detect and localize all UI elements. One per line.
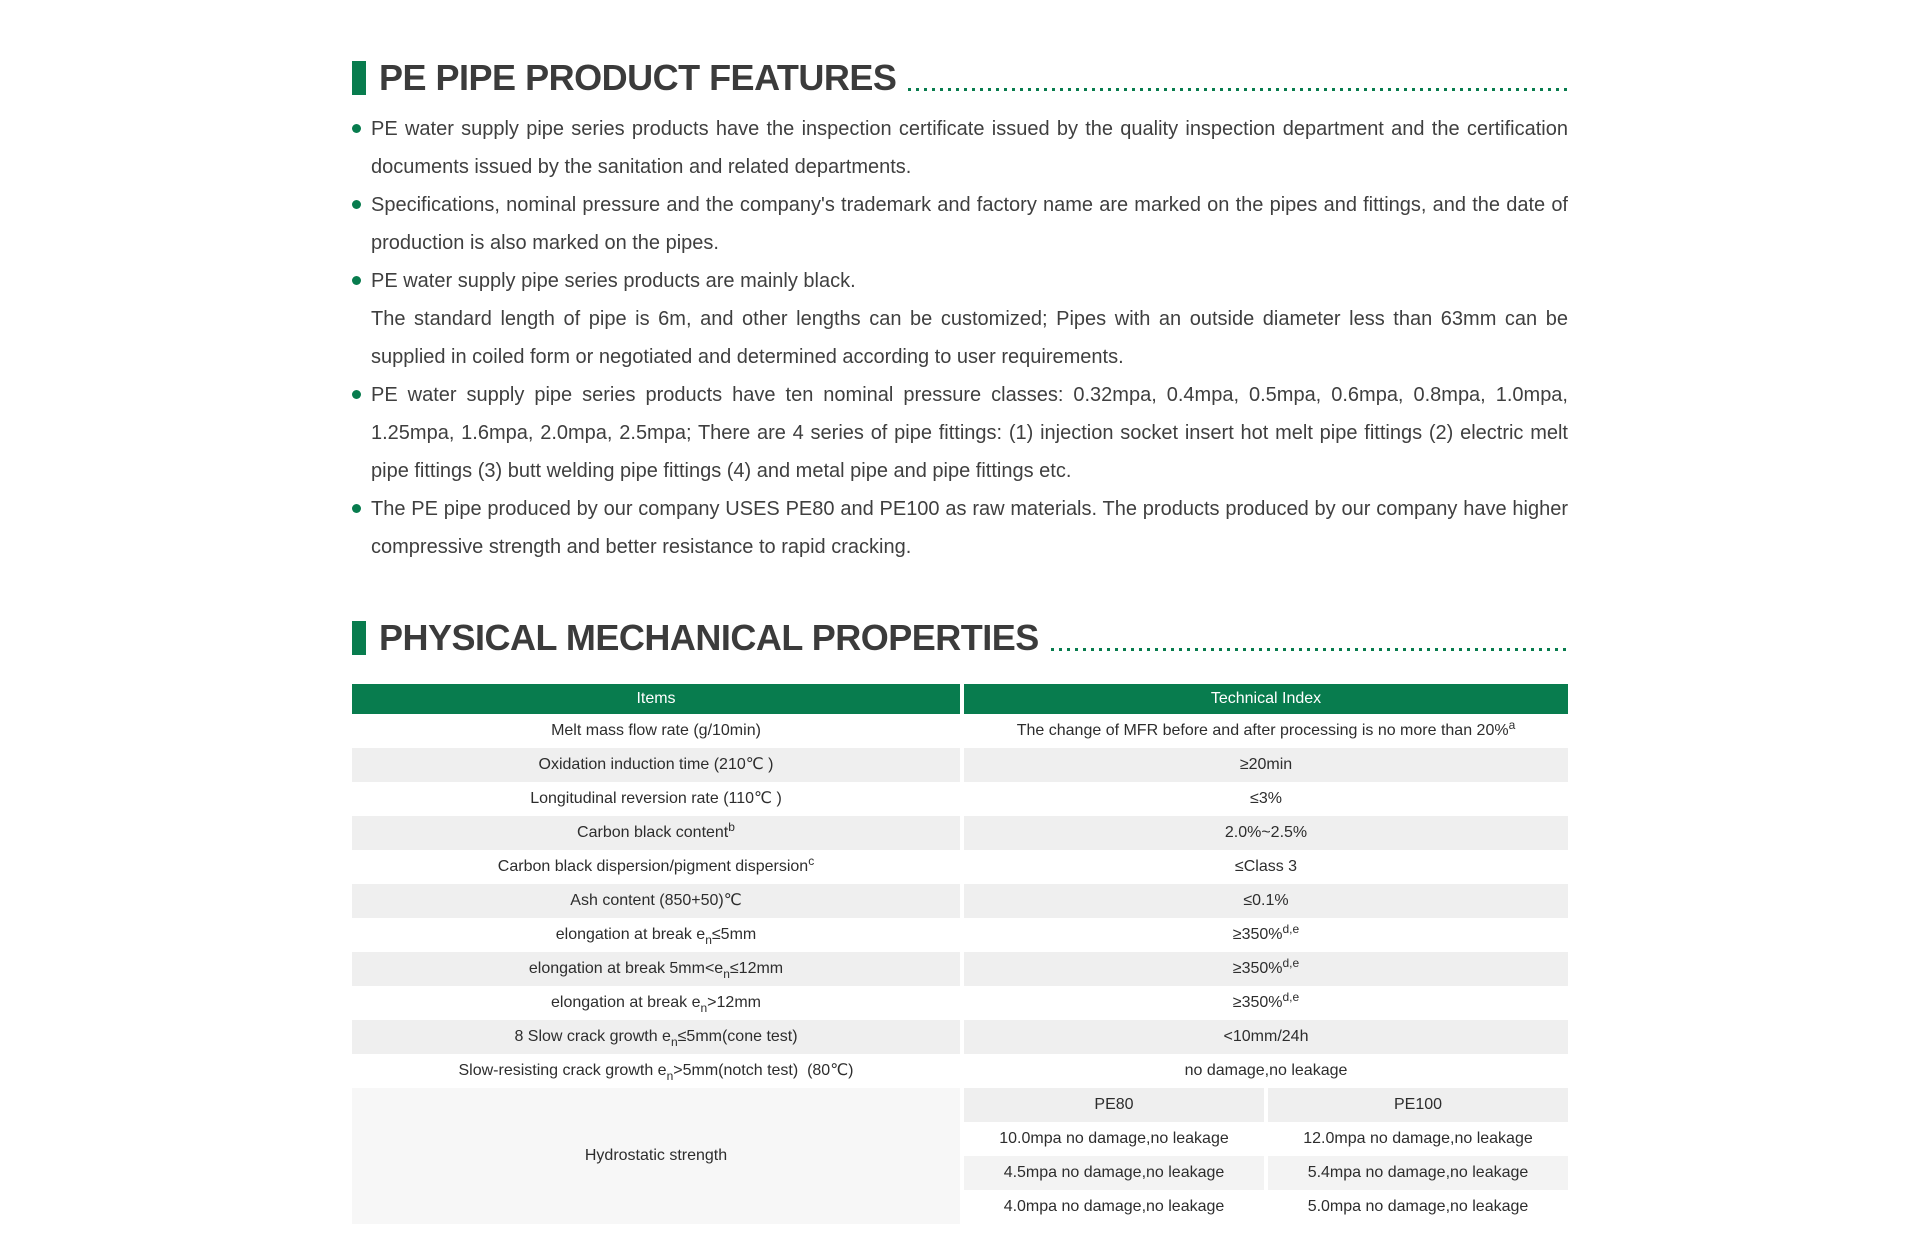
properties-table bbox=[352, 684, 1568, 1224]
pe100-value: 12.0mpa no damage,no leakage bbox=[1303, 1130, 1533, 1147]
section-title-features: PE PIPE PRODUCT FEATURES bbox=[379, 57, 897, 98]
subheader-pe80: PE80 bbox=[964, 1088, 1264, 1122]
index-cell: ≥350%$^{d,e}$ bbox=[1232, 990, 1300, 1011]
header-cell-items: Items bbox=[352, 684, 960, 714]
index-cell: ≤Class 3 bbox=[1234, 858, 1298, 875]
item-cell: Carbon black dispersion/pigment dispersion$^c$ bbox=[497, 854, 815, 875]
features-header bbox=[352, 56, 1568, 100]
index-cell: ≥350%$^{d,e}$ bbox=[1232, 922, 1300, 943]
feature-item bbox=[352, 110, 1568, 186]
item-cell: Melt mass flow rate (g/10min) bbox=[551, 722, 761, 739]
hydro-row bbox=[964, 1156, 1568, 1190]
feature-item bbox=[352, 186, 1568, 262]
green-bar-icon bbox=[352, 621, 366, 655]
hydro-row bbox=[964, 1122, 1568, 1156]
item-cell: Ash content (850+50)℃ bbox=[352, 884, 960, 918]
table-row bbox=[352, 714, 1568, 748]
pe100-value: 5.0mpa no damage,no leakage bbox=[1307, 1198, 1529, 1215]
features-section bbox=[352, 56, 1568, 566]
item-cell: 8 Slow crack growth $e_n\le 5mm(cone$ test) bbox=[352, 1020, 960, 1054]
hydro-subheader-row bbox=[964, 1088, 1568, 1122]
table-row bbox=[352, 748, 1568, 782]
feature-text: Specifications, nominal pressure and the company's trademark and factory name are marked on the pipes and fittings, and the date of production is also marked on the pipes. bbox=[371, 194, 1568, 254]
table-row bbox=[352, 1054, 1568, 1088]
index-cell: <10mm/24h bbox=[964, 1020, 1568, 1054]
section-title-properties: PHYSICAL MECHANICAL PROPERTIES bbox=[379, 617, 1039, 658]
item-cell: elongation at break $5mm<e_n\le 12mm$ bbox=[352, 952, 960, 986]
table-row bbox=[352, 952, 1568, 986]
table-row bbox=[352, 1020, 1568, 1054]
item-cell: Longitudinal reversion rate (110℃ ) bbox=[530, 790, 782, 807]
feature-item bbox=[352, 376, 1568, 490]
feature-list bbox=[352, 110, 1568, 566]
feature-item bbox=[352, 262, 1568, 376]
index-cell: ≤3% bbox=[1250, 790, 1282, 807]
green-bar-icon bbox=[352, 61, 366, 95]
item-cell: Carbon black content$^b$ bbox=[352, 816, 960, 850]
feature-item bbox=[352, 490, 1568, 566]
index-cell: The change of MFR before and after processing is no more than 20%$^a$ bbox=[1016, 718, 1516, 739]
item-cell: Oxidation induction time (210℃ ) bbox=[352, 748, 960, 782]
table-row bbox=[352, 782, 1568, 816]
dotted-rule bbox=[1051, 648, 1568, 651]
pe80-value: 4.5mpa no damage,no leakage bbox=[964, 1156, 1264, 1190]
hydrostatic-label-cell: Hydrostatic strength bbox=[352, 1088, 960, 1224]
item-cell: elongation at break $e_n>12mm$ bbox=[551, 994, 761, 1015]
index-cell: 2.0%~2.5% bbox=[964, 816, 1568, 850]
pe80-value: 10.0mpa no damage,no leakage bbox=[999, 1130, 1229, 1147]
index-cell: ≥20min bbox=[964, 748, 1568, 782]
table-row bbox=[352, 986, 1568, 1020]
index-cell: ≥350%$^{d,e}$ bbox=[964, 952, 1568, 986]
item-cell: Slow-resisting crack growth $e_n>5mm(notch$ test) (80℃) bbox=[458, 1062, 854, 1083]
index-cell: no damage,no leakage bbox=[1184, 1062, 1348, 1079]
feature-text: PE water supply pipe series products have the inspection certificate issued by the quality inspection department and the certification documents issued by the sanitation and related departments. bbox=[371, 118, 1568, 178]
feature-text: PE water supply pipe series products are mainly black. bbox=[371, 270, 856, 292]
dotted-rule bbox=[908, 88, 1568, 91]
table-row bbox=[352, 850, 1568, 884]
subheader-pe100: PE100 bbox=[1268, 1088, 1568, 1122]
item-cell: elongation at break $e_n\le 5mm$ bbox=[555, 926, 757, 947]
feature-text: The PE pipe produced by our company USES PE80 and PE100 as raw materials. The products produced by our company have higher compressive strength and better resistance to rapid cracking. bbox=[371, 498, 1568, 558]
properties-header bbox=[352, 616, 1568, 660]
table-row bbox=[352, 816, 1568, 850]
hydro-row bbox=[964, 1190, 1568, 1224]
pe100-value: 5.4mpa no damage,no leakage bbox=[1268, 1156, 1568, 1190]
pe80-value: 4.0mpa no damage,no leakage bbox=[1003, 1198, 1225, 1215]
table-header-row bbox=[352, 684, 1568, 714]
index-cell: ≤0.1% bbox=[964, 884, 1568, 918]
table-row bbox=[352, 884, 1568, 918]
feature-text-continuation: The standard length of pipe is 6m, and other lengths can be customized; Pipes with an outside diameter less than 63mm can be supplied in coiled form or negotiated and determined according to user requirements. bbox=[371, 308, 1568, 368]
hydrostatic-strength-block bbox=[352, 1088, 1568, 1224]
table-row bbox=[352, 918, 1568, 952]
properties-section bbox=[352, 616, 1568, 1224]
feature-text: PE water supply pipe series products have ten nominal pressure classes: 0.32mpa, 0.4mpa, 0.5mpa, 0.6mpa, 0.8mpa, 1.0mpa, 1.25mpa, 1.6mpa, 2.0mpa, 2.5mpa; There are 4 series of pipe fittings: (1) injection socket insert hot melt pipe fittings (2) electric melt pipe fittings (3) butt welding pipe fittings (4) and metal pipe and pipe fittings etc. bbox=[371, 384, 1568, 482]
header-cell-technical-index: Technical Index bbox=[964, 684, 1568, 714]
hydrostatic-values bbox=[964, 1088, 1568, 1224]
